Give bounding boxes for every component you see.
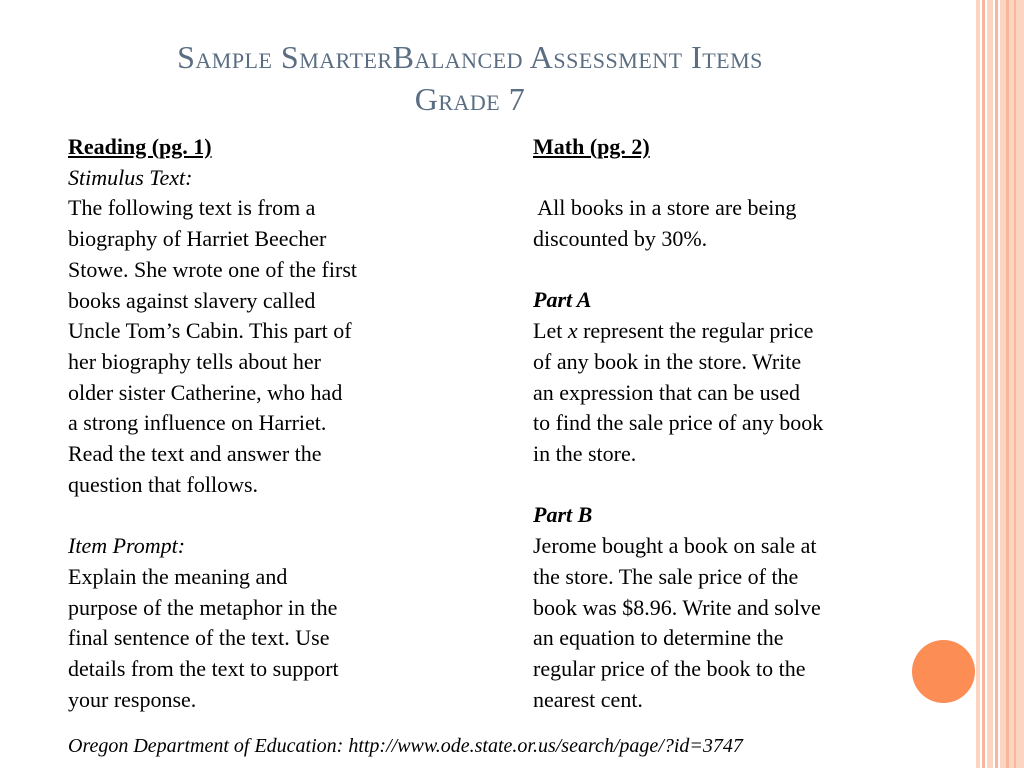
stripe xyxy=(976,0,980,768)
stripe xyxy=(1014,0,1016,768)
part-b-line: book was $8.96. Write and solve xyxy=(533,594,821,620)
part-b-line: Jerome bought a book on sale at xyxy=(533,533,817,559)
decorative-side-stripes xyxy=(976,0,1024,768)
variable-x: x xyxy=(567,318,578,344)
prompt-line: your response. xyxy=(68,686,197,712)
part-a-line: to find the sale price of any book xyxy=(533,410,824,436)
reading-heading: Reading (pg. 1) xyxy=(68,134,212,159)
part-a-line xyxy=(533,316,933,347)
stimulus-text xyxy=(68,193,488,500)
prompt-line: purpose of the metaphor in the xyxy=(68,594,338,620)
math-column xyxy=(533,132,933,715)
stimulus-line: older sister Catherine, who had xyxy=(68,379,343,405)
item-prompt-text xyxy=(68,562,488,716)
stripe xyxy=(987,0,993,768)
stripe xyxy=(995,0,998,768)
spacer xyxy=(533,255,933,286)
spacer xyxy=(533,470,933,501)
prompt-line: Explain the meaning and xyxy=(68,563,288,589)
part-a-variable-line: Let x represent the regular price xyxy=(533,318,814,344)
stimulus-line: books against slavery called xyxy=(68,287,316,313)
part-b-line: the store. The sale price of the xyxy=(533,563,799,589)
stimulus-line: question that follows. xyxy=(68,471,259,497)
part-b-text xyxy=(533,531,933,715)
math-heading: Math (pg. 2) xyxy=(533,134,650,159)
reading-column xyxy=(68,132,488,715)
slide-title-line-2: Grade 7 xyxy=(414,81,526,117)
intro-line: discounted by 30%. xyxy=(533,226,708,252)
stimulus-line: a strong influence on Harriet. xyxy=(68,410,327,436)
stimulus-line: The following text is from a xyxy=(68,195,316,221)
part-b-line: nearest cent. xyxy=(533,686,643,712)
slide-title-line-1: Sample SmarterBalanced Assessment Items xyxy=(177,39,763,75)
stimulus-line: Read the text and answer the xyxy=(68,441,322,467)
slide-title xyxy=(40,36,900,120)
stripe xyxy=(1000,0,1024,768)
stimulus-line: Stowe. She wrote one of the first xyxy=(68,256,357,282)
part-b-line: regular price of the book to the xyxy=(533,655,806,681)
item-prompt-label: Item Prompt: xyxy=(68,533,186,559)
source-citation: Oregon Department of Education: http://www.ode.state.or.us/search/page/?id=3747 xyxy=(68,735,743,757)
spacer xyxy=(68,500,488,531)
part-b-line: an equation to determine the xyxy=(533,625,784,651)
spacer xyxy=(533,163,933,194)
part-a-label: Part A xyxy=(533,287,592,313)
part-a-text xyxy=(533,316,933,470)
prompt-line: details from the text to support xyxy=(68,655,339,681)
intro-line: All books in a store are being xyxy=(533,195,797,221)
part-a-line: in the store. xyxy=(533,441,637,466)
math-intro xyxy=(533,193,933,254)
prompt-line: final sentence of the text. Use xyxy=(68,625,330,651)
stimulus-line: Uncle Tom’s Cabin. This part of xyxy=(68,318,352,344)
part-a-line: of any book in the store. Write xyxy=(533,348,802,374)
decorative-orange-circle xyxy=(912,640,975,703)
stimulus-line: biography of Harriet Beecher xyxy=(68,226,327,252)
part-b-label: Part B xyxy=(533,502,593,528)
stimulus-line: her biography tells about her xyxy=(68,348,321,374)
stripe xyxy=(1006,0,1009,768)
part-a-line: an expression that can be used xyxy=(533,379,800,405)
stripe xyxy=(982,0,985,768)
stimulus-label: Stimulus Text: xyxy=(68,164,193,190)
